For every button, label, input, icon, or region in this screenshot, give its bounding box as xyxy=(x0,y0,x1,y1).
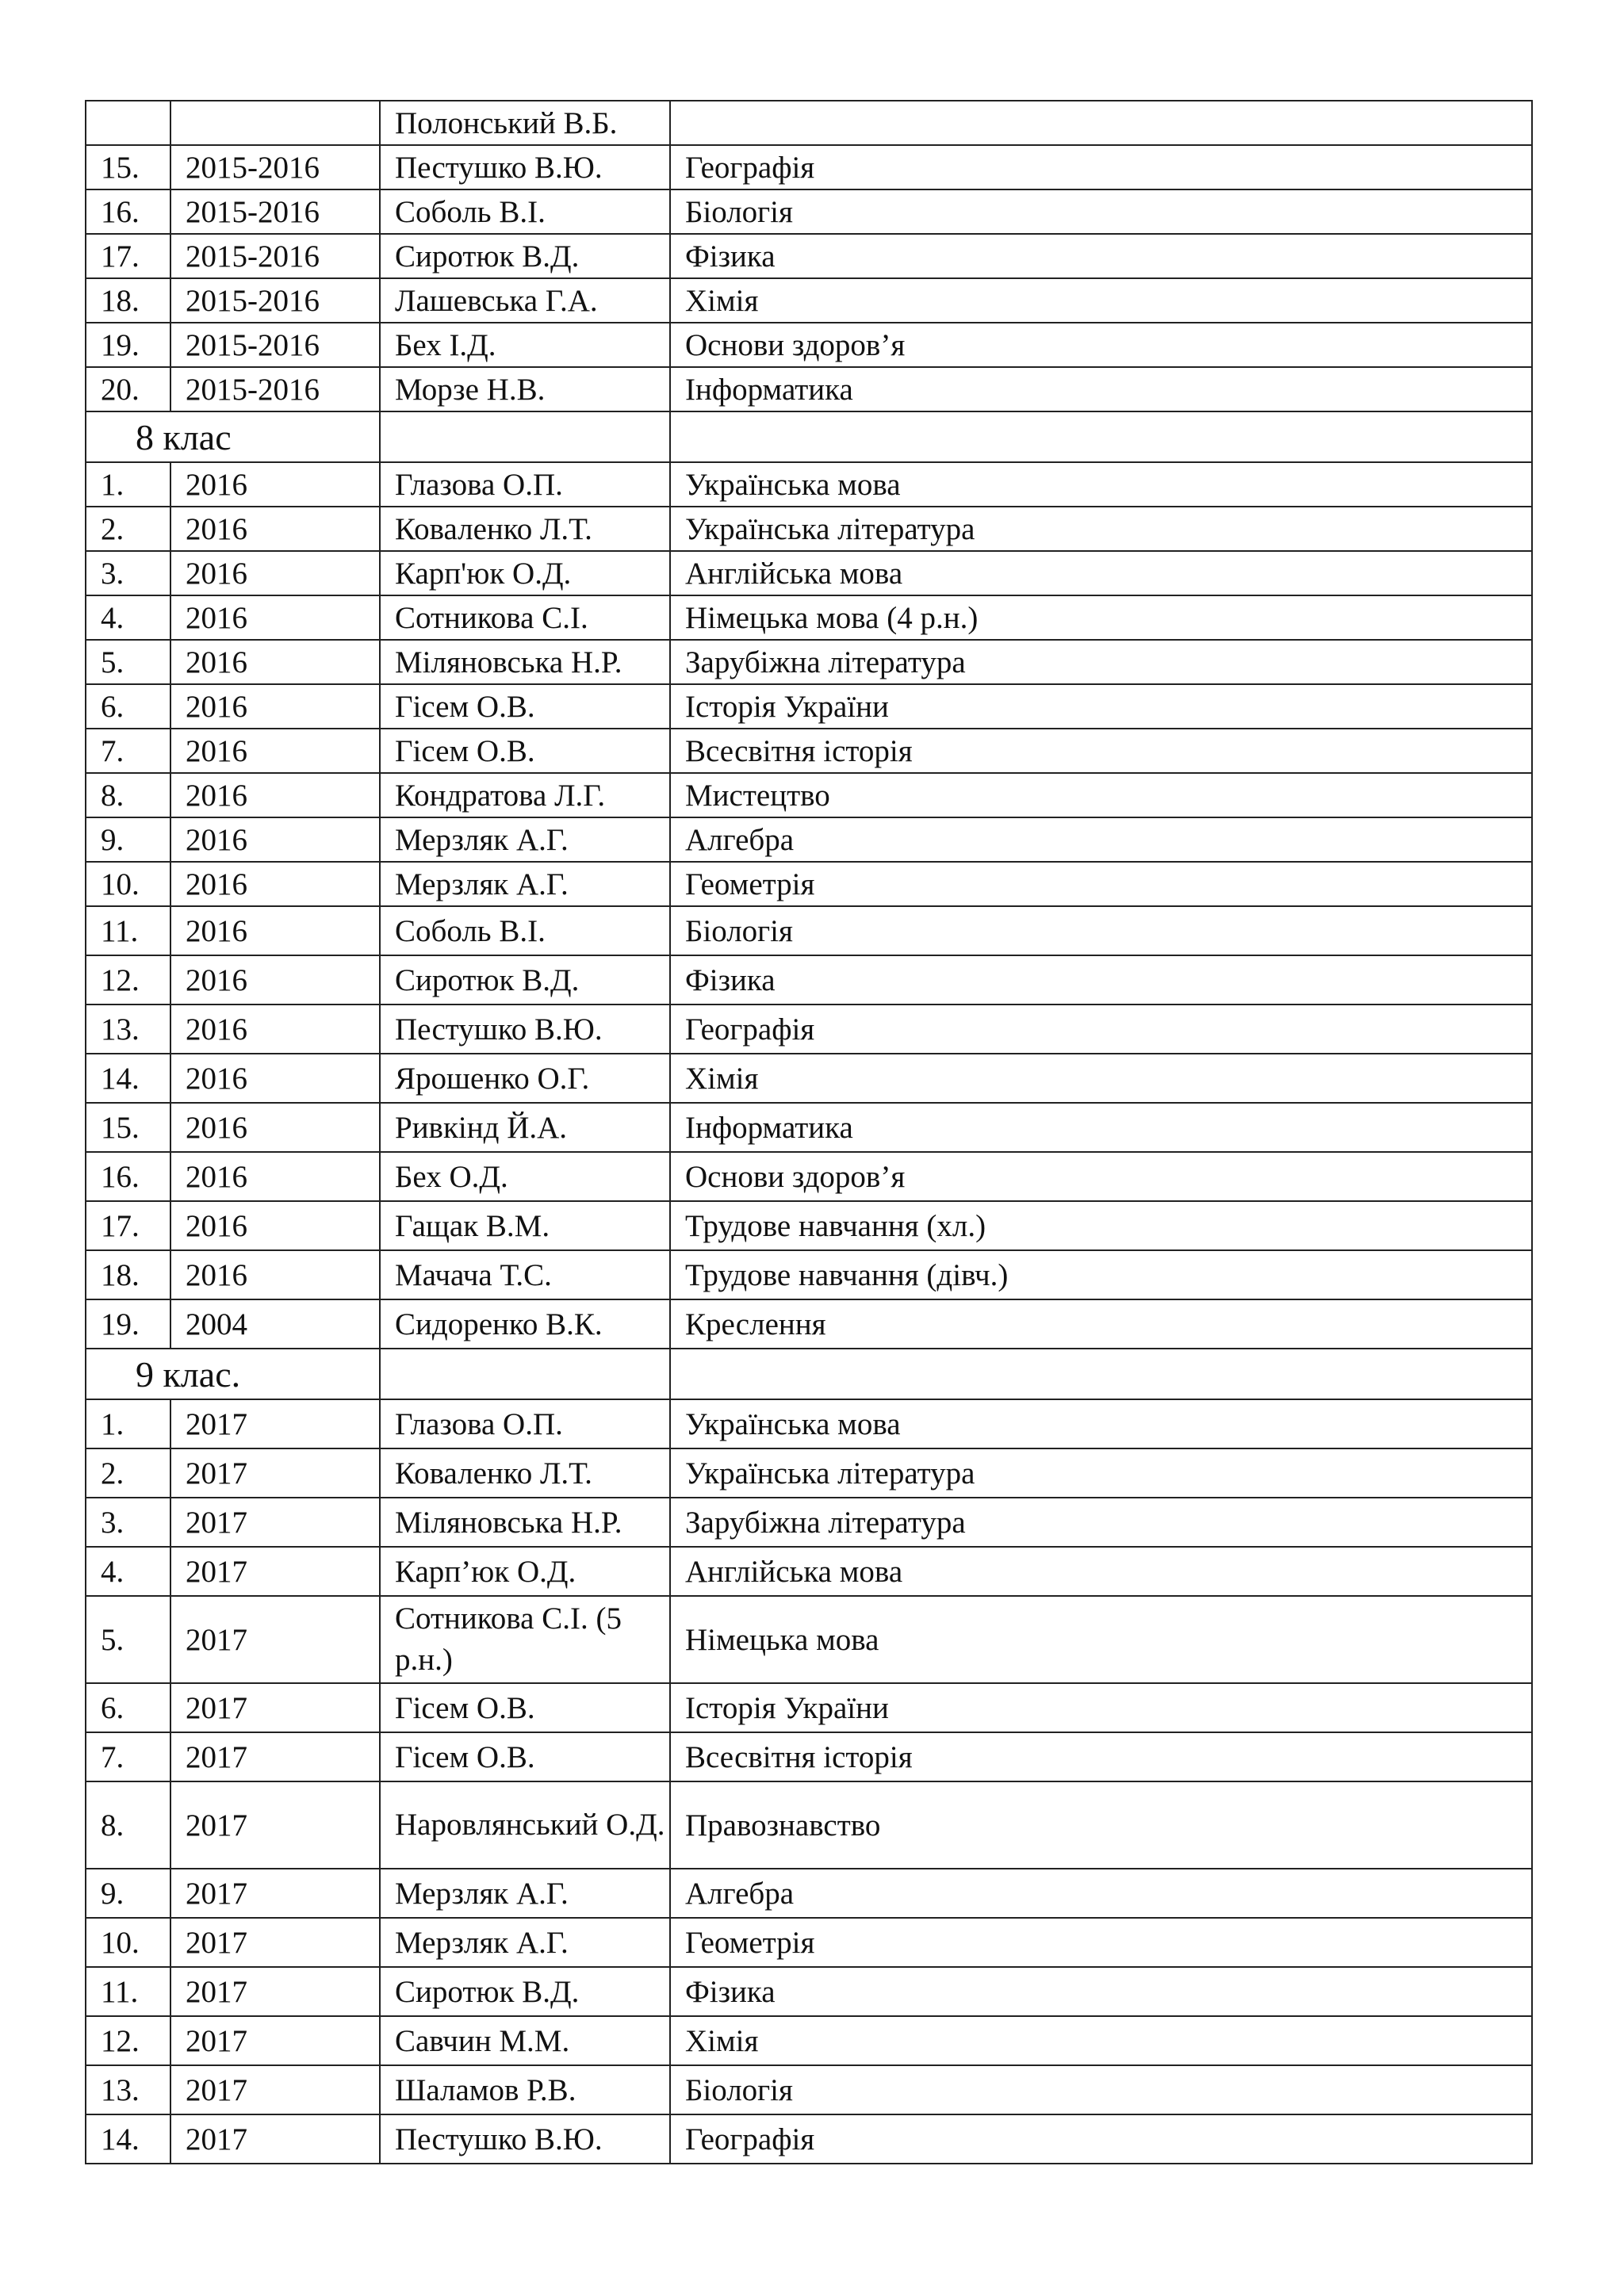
row-number: 11. xyxy=(86,1967,170,2016)
row-subject: Трудове навчання (хл.) xyxy=(670,1201,1532,1250)
row-author: Соболь В.І. xyxy=(380,189,670,234)
empty-cell xyxy=(380,1349,670,1399)
table-row xyxy=(86,1201,1532,1250)
row-subject: Географія xyxy=(670,1004,1532,1054)
table-row xyxy=(86,1054,1532,1103)
row-number: 15. xyxy=(86,145,170,189)
row-author: Мерзляк А.Г. xyxy=(380,1918,670,1967)
row-author: Коваленко Л.Т. xyxy=(380,507,670,551)
textbook-table xyxy=(85,100,1533,2164)
table-row xyxy=(86,2114,1532,2164)
row-year: 2015-2016 xyxy=(170,234,380,278)
row-subject: Українська література xyxy=(670,1448,1532,1498)
row-subject: Українська мова xyxy=(670,462,1532,507)
row-author: Бех І.Д. xyxy=(380,323,670,367)
row-author: Гісем О.В. xyxy=(380,1683,670,1732)
row-year: 2016 xyxy=(170,773,380,817)
row-author: Гісем О.В. xyxy=(380,729,670,773)
row-number: 13. xyxy=(86,2065,170,2114)
row-number: 5. xyxy=(86,1596,170,1683)
table-row xyxy=(86,906,1532,955)
table-row xyxy=(86,1299,1532,1349)
row-number: 3. xyxy=(86,551,170,595)
row-subject: Креслення xyxy=(670,1299,1532,1349)
table-row xyxy=(86,278,1532,323)
row-subject: Інформатика xyxy=(670,1103,1532,1152)
section-heading: 8 клас xyxy=(86,411,380,462)
row-year: 2017 xyxy=(170,2016,380,2065)
row-year: 2017 xyxy=(170,1732,380,1781)
table-row xyxy=(86,367,1532,411)
table-row xyxy=(86,323,1532,367)
row-subject: Основи здоров’я xyxy=(670,323,1532,367)
row-year: 2017 xyxy=(170,1781,380,1869)
row-subject: Англійська мова xyxy=(670,1547,1532,1596)
table-row xyxy=(86,1250,1532,1299)
row-subject: Трудове навчання (дівч.) xyxy=(670,1250,1532,1299)
row-author: Гісем О.В. xyxy=(380,684,670,729)
row-subject: Геометрія xyxy=(670,1918,1532,1967)
row-subject: Хімія xyxy=(670,1054,1532,1103)
row-author: Пестушко В.Ю. xyxy=(380,145,670,189)
row-author: Сиротюк В.Д. xyxy=(380,234,670,278)
row-year: 2016 xyxy=(170,1103,380,1152)
row-number: 14. xyxy=(86,2114,170,2164)
table-row xyxy=(86,1683,1532,1732)
table-row xyxy=(86,507,1532,551)
row-author: Шаламов Р.В. xyxy=(380,2065,670,2114)
table-row xyxy=(86,1781,1532,1869)
table-row xyxy=(86,1448,1532,1498)
row-year: 2016 xyxy=(170,462,380,507)
row-year: 2017 xyxy=(170,1869,380,1918)
row-number: 17. xyxy=(86,1201,170,1250)
table-row xyxy=(86,1596,1532,1683)
row-year: 2017 xyxy=(170,1967,380,2016)
row-number: 8. xyxy=(86,1781,170,1869)
row-subject: Німецька мова xyxy=(670,1596,1532,1683)
table-row xyxy=(86,234,1532,278)
row-number: 6. xyxy=(86,1683,170,1732)
row-author: Міляновська Н.Р. xyxy=(380,1498,670,1547)
row-author: Пестушко В.Ю. xyxy=(380,2114,670,2164)
row-author: Соболь В.І. xyxy=(380,906,670,955)
row-author: Карп'юк О.Д. xyxy=(380,551,670,595)
row-author: Мерзляк А.Г. xyxy=(380,1869,670,1918)
table-row xyxy=(86,462,1532,507)
row-author: Сиротюк В.Д. xyxy=(380,955,670,1004)
table-row xyxy=(86,862,1532,906)
row-number: 17. xyxy=(86,234,170,278)
row-number: 9. xyxy=(86,1869,170,1918)
row-year: 2015-2016 xyxy=(170,145,380,189)
row-subject: Мистецтво xyxy=(670,773,1532,817)
table-row xyxy=(86,955,1532,1004)
row-number: 3. xyxy=(86,1498,170,1547)
row-year: 2016 xyxy=(170,1054,380,1103)
row-subject: Всесвітня історія xyxy=(670,1732,1532,1781)
row-number: 8. xyxy=(86,773,170,817)
row-number: 16. xyxy=(86,1152,170,1201)
row-subject: Фізика xyxy=(670,955,1532,1004)
row-author: Коваленко Л.Т. xyxy=(380,1448,670,1498)
row-number: 2. xyxy=(86,1448,170,1498)
row-year: 2017 xyxy=(170,1918,380,1967)
row-subject: Українська література xyxy=(670,507,1532,551)
row-author: Карп’юк О.Д. xyxy=(380,1547,670,1596)
row-number: 13. xyxy=(86,1004,170,1054)
table-row xyxy=(86,1967,1532,2016)
row-number: 4. xyxy=(86,1547,170,1596)
table-row xyxy=(86,729,1532,773)
row-year: 2015-2016 xyxy=(170,278,380,323)
row-year: 2015-2016 xyxy=(170,323,380,367)
row-author: Глазова О.П. xyxy=(380,462,670,507)
row-number: 15. xyxy=(86,1103,170,1152)
row-subject: Фізика xyxy=(670,1967,1532,2016)
row-author: Пестушко В.Ю. xyxy=(380,1004,670,1054)
table-row xyxy=(86,1103,1532,1152)
row-number: 19. xyxy=(86,323,170,367)
table-row xyxy=(86,1152,1532,1201)
section-row xyxy=(86,411,1532,462)
row-subject: Зарубіжна література xyxy=(670,1498,1532,1547)
row-subject: Фізика xyxy=(670,234,1532,278)
table-row xyxy=(86,773,1532,817)
row-number: 4. xyxy=(86,595,170,640)
row-year: 2016 xyxy=(170,817,380,862)
row-subject: Зарубіжна література xyxy=(670,640,1532,684)
table-row xyxy=(86,817,1532,862)
row-year: 2016 xyxy=(170,1152,380,1201)
row-subject: Біологія xyxy=(670,189,1532,234)
row-subject: Українська мова xyxy=(670,1399,1532,1448)
row-subject: Правознавство xyxy=(670,1781,1532,1869)
table-row xyxy=(86,101,1532,145)
row-number: 9. xyxy=(86,817,170,862)
table-row xyxy=(86,145,1532,189)
table-row xyxy=(86,1547,1532,1596)
section-heading: 9 клас. xyxy=(86,1349,380,1399)
row-subject: Англійська мова xyxy=(670,551,1532,595)
row-year: 2016 xyxy=(170,551,380,595)
row-subject: Алгебра xyxy=(670,817,1532,862)
row-year: 2017 xyxy=(170,2114,380,2164)
row-year: 2016 xyxy=(170,1201,380,1250)
row-number: 7. xyxy=(86,729,170,773)
row-author: Кондратова Л.Г. xyxy=(380,773,670,817)
table-row xyxy=(86,551,1532,595)
row-number: 12. xyxy=(86,955,170,1004)
row-number: 6. xyxy=(86,684,170,729)
table-row xyxy=(86,1732,1532,1781)
row-number: 2. xyxy=(86,507,170,551)
row-author: Мерзляк А.Г. xyxy=(380,817,670,862)
row-number: 10. xyxy=(86,1918,170,1967)
row-author: Морзе Н.В. xyxy=(380,367,670,411)
row-author: Наровлянський О.Д. xyxy=(380,1781,670,1869)
row-subject: Всесвітня історія xyxy=(670,729,1532,773)
table-row xyxy=(86,2065,1532,2114)
row-subject: Інформатика xyxy=(670,367,1532,411)
row-number: 19. xyxy=(86,1299,170,1349)
row-year: 2017 xyxy=(170,1596,380,1683)
row-number: 18. xyxy=(86,1250,170,1299)
row-year: 2016 xyxy=(170,955,380,1004)
row-author: Глазова О.П. xyxy=(380,1399,670,1448)
row-subject: Біологія xyxy=(670,906,1532,955)
row-number: 10. xyxy=(86,862,170,906)
row-author: Міляновська Н.Р. xyxy=(380,640,670,684)
row-subject: Географія xyxy=(670,145,1532,189)
row-subject: Алгебра xyxy=(670,1869,1532,1918)
row-year: 2016 xyxy=(170,684,380,729)
row-author: Сидоренко В.К. xyxy=(380,1299,670,1349)
row-year: 2017 xyxy=(170,1498,380,1547)
row-author: Мачача Т.С. xyxy=(380,1250,670,1299)
row-number: 11. xyxy=(86,906,170,955)
row-number xyxy=(86,101,170,145)
row-year: 2016 xyxy=(170,507,380,551)
table-row xyxy=(86,1004,1532,1054)
table-row xyxy=(86,595,1532,640)
row-year: 2015-2016 xyxy=(170,367,380,411)
table-row xyxy=(86,1869,1532,1918)
row-year: 2017 xyxy=(170,1399,380,1448)
table-row xyxy=(86,189,1532,234)
row-year: 2016 xyxy=(170,1250,380,1299)
row-number: 12. xyxy=(86,2016,170,2065)
row-author: Гащак В.М. xyxy=(380,1201,670,1250)
table-row xyxy=(86,1399,1532,1448)
table-row xyxy=(86,2016,1532,2065)
row-number: 20. xyxy=(86,367,170,411)
row-author: Полонський В.Б. xyxy=(380,101,670,145)
row-author: Ривкінд Й.А. xyxy=(380,1103,670,1152)
row-number: 1. xyxy=(86,462,170,507)
row-author: Ярошенко О.Г. xyxy=(380,1054,670,1103)
row-year: 2016 xyxy=(170,640,380,684)
row-number: 7. xyxy=(86,1732,170,1781)
row-subject: Історія України xyxy=(670,1683,1532,1732)
table-row xyxy=(86,1498,1532,1547)
row-subject: Біологія xyxy=(670,2065,1532,2114)
row-year: 2015-2016 xyxy=(170,189,380,234)
row-year: 2017 xyxy=(170,1448,380,1498)
empty-cell xyxy=(380,411,670,462)
row-year: 2017 xyxy=(170,1547,380,1596)
row-year: 2016 xyxy=(170,906,380,955)
row-year: 2017 xyxy=(170,2065,380,2114)
row-author: Мерзляк А.Г. xyxy=(380,862,670,906)
row-subject: Географія xyxy=(670,2114,1532,2164)
row-year: 2016 xyxy=(170,862,380,906)
row-author: Бех О.Д. xyxy=(380,1152,670,1201)
row-subject: Німецька мова (4 р.н.) xyxy=(670,595,1532,640)
row-subject xyxy=(670,101,1532,145)
row-subject: Хімія xyxy=(670,2016,1532,2065)
row-subject: Геометрія xyxy=(670,862,1532,906)
table-row xyxy=(86,684,1532,729)
table-row xyxy=(86,640,1532,684)
row-year: 2016 xyxy=(170,1004,380,1054)
row-number: 1. xyxy=(86,1399,170,1448)
row-subject: Хімія xyxy=(670,278,1532,323)
row-number: 14. xyxy=(86,1054,170,1103)
row-number: 18. xyxy=(86,278,170,323)
table-row xyxy=(86,1918,1532,1967)
row-author: Савчин М.М. xyxy=(380,2016,670,2065)
row-year: 2004 xyxy=(170,1299,380,1349)
empty-cell xyxy=(670,1349,1532,1399)
row-author: Сотникова С.І. (5 р.н.) xyxy=(380,1596,670,1683)
row-author: Гісем О.В. xyxy=(380,1732,670,1781)
row-number: 16. xyxy=(86,189,170,234)
empty-cell xyxy=(670,411,1532,462)
row-author: Лашевська Г.А. xyxy=(380,278,670,323)
row-year: 2016 xyxy=(170,729,380,773)
row-year: 2017 xyxy=(170,1683,380,1732)
row-year: 2016 xyxy=(170,595,380,640)
row-number: 5. xyxy=(86,640,170,684)
row-author: Сотникова С.І. xyxy=(380,595,670,640)
section-row xyxy=(86,1349,1532,1399)
row-subject: Історія України xyxy=(670,684,1532,729)
row-year xyxy=(170,101,380,145)
row-subject: Основи здоров’я xyxy=(670,1152,1532,1201)
table-body xyxy=(86,101,1532,2164)
row-author: Сиротюк В.Д. xyxy=(380,1967,670,2016)
